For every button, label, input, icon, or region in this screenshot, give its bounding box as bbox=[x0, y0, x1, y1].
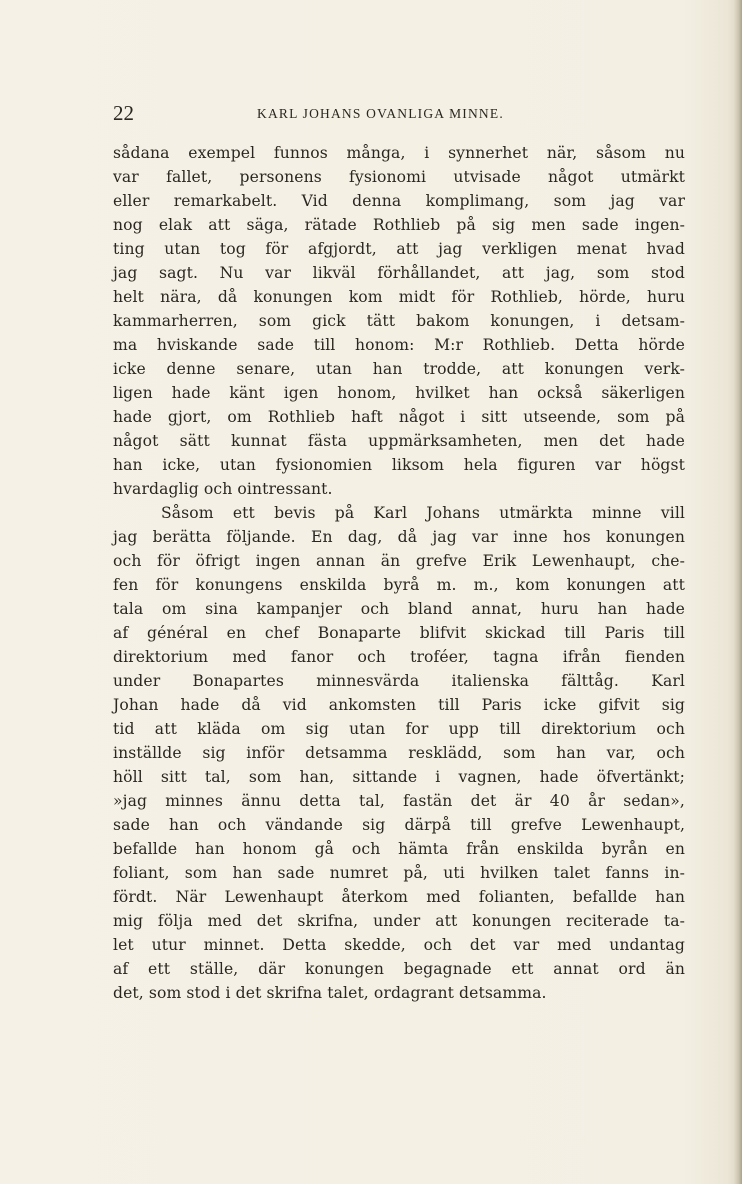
text-line: tid att kläda om sig utan for upp till direktorium och bbox=[113, 720, 685, 738]
text-line: af ett ställe, där konungen begagnade ett annat ord än bbox=[113, 960, 685, 978]
text-line: direktorium med fanor och troféer, tagna ifrån fienden bbox=[113, 648, 685, 666]
text-line: var fallet, personens fysionomi utvisade något utmärkt bbox=[113, 168, 685, 186]
page-header bbox=[113, 100, 653, 128]
text-line: af général en chef Bonaparte blifvit skickad till Paris till bbox=[113, 624, 685, 642]
page-edge bbox=[734, 0, 742, 1184]
text-line: nog elak att säga, rätade Rothlieb på sig men sade ingen- bbox=[113, 216, 685, 234]
paragraph-end-line: hvardaglig och ointressant. bbox=[113, 480, 333, 498]
text-line: ma hviskande sade till honom: M:r Rothlieb. Detta hörde bbox=[113, 336, 685, 354]
text-line: sade han och vändande sig därpå till grefve Lewenhaupt, bbox=[113, 816, 685, 834]
text-line: »jag minnes ännu detta tal, fastän det är 40 år sedan», bbox=[113, 792, 685, 810]
text-line: kammarherren, som gick tätt bakom konungen, i detsam- bbox=[113, 312, 685, 330]
text-line: Johan hade då vid ankomsten till Paris icke gifvit sig bbox=[113, 696, 685, 714]
text-line: fen för konungens enskilda byrå m. m., kom konungen att bbox=[113, 576, 685, 594]
text-line: inställde sig inför detsamma resklädd, som han var, och bbox=[113, 744, 685, 762]
text-line: hade gjort, om Rothlieb haft något i sitt utseende, som på bbox=[113, 408, 685, 426]
text-line: ting utan tog för afgjordt, att jag verkligen menat hvad bbox=[113, 240, 685, 258]
text-line: höll sitt tal, som han, sittande i vagnen, hade öfvertänkt; bbox=[113, 768, 685, 786]
text-line: jag berätta följande. En dag, då jag var inne hos konungen bbox=[113, 528, 685, 546]
text-line: ligen hade känt igen honom, hvilket han också säkerligen bbox=[113, 384, 685, 402]
text-line: sådana exempel funnos många, i synnerhet när, såsom nu bbox=[113, 144, 685, 162]
text-line: helt nära, då konungen kom midt för Rothlieb, hörde, huru bbox=[113, 288, 685, 306]
text-line: let utur minnet. Detta skedde, och det var med undantag bbox=[113, 936, 685, 954]
text-line: tala om sina kampanjer och bland annat, huru han hade bbox=[113, 600, 685, 618]
text-line: han icke, utan fysionomien liksom hela figuren var högst bbox=[113, 456, 685, 474]
text-line: under Bonapartes minnesvärda italienska fälttåg. Karl bbox=[113, 672, 685, 690]
text-line: fördt. När Lewenhaupt återkom med folianten, befallde han bbox=[113, 888, 685, 906]
text-line: och för öfrigt ingen annan än grefve Erik Lewenhaupt, che- bbox=[113, 552, 685, 570]
paragraph-start-line: Såsom ett bevis på Karl Johans utmärkta minne vill bbox=[161, 504, 685, 522]
body-text bbox=[113, 141, 685, 1005]
text-line: eller remarkabelt. Vid denna komplimang, som jag var bbox=[113, 192, 685, 210]
page-number: 22 bbox=[113, 101, 134, 125]
text-line: befallde han honom gå och hämta från enskilda byrån en bbox=[113, 840, 685, 858]
text-line: foliant, som han sade numret på, uti hvilken talet fanns in- bbox=[113, 864, 685, 882]
text-line: icke denne senare, utan han trodde, att konungen verk- bbox=[113, 360, 685, 378]
running-head: KARL JOHANS OVANLIGA MINNE. bbox=[257, 106, 504, 121]
text-line: något sätt kunnat fästa uppmärksamheten, men det hade bbox=[113, 432, 685, 450]
text-line: mig följa med det skrifna, under att konungen reciterade ta- bbox=[113, 912, 685, 930]
text-line: jag sagt. Nu var likväl förhållandet, att jag, som stod bbox=[113, 264, 685, 282]
paragraph-end-line: det, som stod i det skrifna talet, ordagrant detsamma. bbox=[113, 984, 547, 1002]
